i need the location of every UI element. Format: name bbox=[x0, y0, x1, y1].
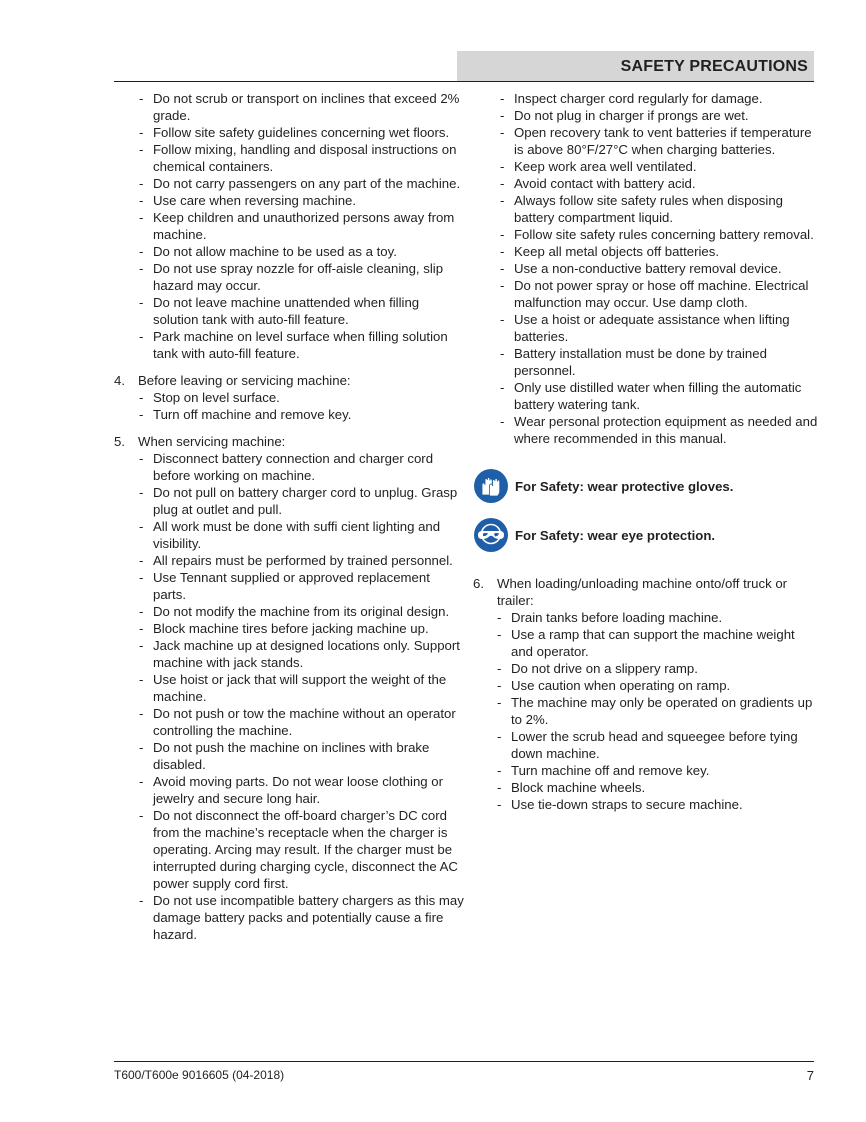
list-item: - Do not power spray or hose off machine. Electrical malfunction may occur. Use damp cloth. bbox=[500, 277, 819, 311]
list-item: - Block machine wheels. bbox=[497, 779, 819, 796]
section-heading: Before leaving or servicing machine: bbox=[138, 373, 351, 388]
section-6-list bbox=[497, 609, 819, 813]
list-item: - Do not use spray nozzle for off-aisle cleaning, slip hazard may occur. bbox=[139, 260, 464, 294]
list-item: - Keep children and unauthorized persons away from machine. bbox=[139, 209, 464, 243]
left-column bbox=[114, 90, 464, 943]
list-item: - Keep all metal objects off batteries. bbox=[500, 243, 819, 260]
list-item: - Use tie-down straps to secure machine. bbox=[497, 796, 819, 813]
list-item: - Open recovery tank to vent batteries if temperature is above 80°F/27°C when charging batteries. bbox=[500, 124, 819, 158]
list-item: - Do not allow machine to be used as a toy. bbox=[139, 243, 464, 260]
list-item: - Use hoist or jack that will support the weight of the machine. bbox=[139, 671, 464, 705]
list-item: - Do not carry passengers on any part of the machine. bbox=[139, 175, 464, 192]
list-item: - Lower the scrub head and squeegee before tying down machine. bbox=[497, 728, 819, 762]
section-4-list bbox=[139, 389, 464, 423]
footer-divider bbox=[114, 1061, 814, 1062]
right-intro-list bbox=[500, 90, 819, 447]
document-id: T600/T600e 9016605 (04-2018) bbox=[114, 1068, 285, 1082]
section-number: 5. bbox=[114, 434, 125, 449]
section-number: 6. bbox=[473, 576, 484, 591]
list-item: - Only use distilled water when filling the automatic battery watering tank. bbox=[500, 379, 819, 413]
list-item: - Block machine tires before jacking machine up. bbox=[139, 620, 464, 637]
list-item: - Follow mixing, handling and disposal instructions on chemical containers. bbox=[139, 141, 464, 175]
list-item: - Follow site safety guidelines concerning wet floors. bbox=[139, 124, 464, 141]
list-item: - Battery installation must be done by trained personnel. bbox=[500, 345, 819, 379]
list-item: - Use care when reversing machine. bbox=[139, 192, 464, 209]
list-item: - Follow site safety rules concerning battery removal. bbox=[500, 226, 819, 243]
left-intro-list bbox=[139, 90, 464, 362]
gloves-notice bbox=[473, 468, 819, 504]
list-item: - The machine may only be operated on gradients up to 2%. bbox=[497, 694, 819, 728]
list-item: - Keep work area well ventilated. bbox=[500, 158, 819, 175]
list-item: - Turn machine off and remove key. bbox=[497, 762, 819, 779]
list-item: - Avoid contact with battery acid. bbox=[500, 175, 819, 192]
section-5-list bbox=[139, 450, 464, 943]
eye-protection-notice bbox=[473, 517, 819, 553]
header-divider bbox=[114, 81, 814, 82]
list-item: - All work must be done with suffi cient lighting and visibility. bbox=[139, 518, 464, 552]
list-item: - Use caution when operating on ramp. bbox=[497, 677, 819, 694]
list-item: - Inspect charger cord regularly for damage. bbox=[500, 90, 819, 107]
list-item: - Use a ramp that can support the machine weight and operator. bbox=[497, 626, 819, 660]
list-item: - All repairs must be performed by trained personnel. bbox=[139, 552, 464, 569]
list-item: - Use Tennant supplied or approved replacement parts. bbox=[139, 569, 464, 603]
gloves-notice-text: For Safety: wear protective gloves. bbox=[515, 478, 734, 494]
list-item: - Do not scrub or transport on inclines that exceed 2% grade. bbox=[139, 90, 464, 124]
list-item: - Wear personal protection equipment as needed and where recommended in this manual. bbox=[500, 413, 819, 447]
goggles-icon bbox=[473, 517, 509, 553]
section-4 bbox=[114, 372, 464, 423]
list-item: - Turn off machine and remove key. bbox=[139, 406, 464, 423]
list-item: - Do not disconnect the off-board charger’s DC cord from the machine’s receptacle when the charger is operating. Arcing may result. If the charger must be interrupted during charging cycle, disconnect the AC power supply cord first. bbox=[139, 807, 464, 892]
list-item: - Stop on level surface. bbox=[139, 389, 464, 406]
section-heading: When servicing machine: bbox=[138, 434, 286, 449]
section-heading: When loading/unloading machine onto/off truck or trailer: bbox=[497, 576, 788, 608]
right-column bbox=[473, 90, 819, 813]
list-item: - Jack machine up at designed locations only. Support machine with jack stands. bbox=[139, 637, 464, 671]
list-item: - Drain tanks before loading machine. bbox=[497, 609, 819, 626]
list-item: - Use a hoist or adequate assistance when lifting batteries. bbox=[500, 311, 819, 345]
gloves-icon bbox=[473, 468, 509, 504]
list-item: - Do not push or tow the machine without an operator controlling the machine. bbox=[139, 705, 464, 739]
list-item: - Do not use incompatible battery chargers as this may damage battery packs and potentially cause a fire hazard. bbox=[139, 892, 464, 943]
list-item: - Do not modify the machine from its original design. bbox=[139, 603, 464, 620]
list-item: - Always follow site safety rules when disposing battery compartment liquid. bbox=[500, 192, 819, 226]
list-item: - Do not pull on battery charger cord to unplug. Grasp plug at outlet and pull. bbox=[139, 484, 464, 518]
section-number: 4. bbox=[114, 373, 125, 388]
list-item: - Use a non-conductive battery removal device. bbox=[500, 260, 819, 277]
section-5 bbox=[114, 433, 464, 943]
list-item: - Do not plug in charger if prongs are wet. bbox=[500, 107, 819, 124]
list-item: - Avoid moving parts. Do not wear loose clothing or jewelry and secure long hair. bbox=[139, 773, 464, 807]
list-item: - Do not push the machine on inclines with brake disabled. bbox=[139, 739, 464, 773]
page-title: SAFETY PRECAUTIONS bbox=[620, 58, 808, 75]
list-item: - Disconnect battery connection and charger cord before working on machine. bbox=[139, 450, 464, 484]
section-6 bbox=[473, 575, 819, 813]
list-item: - Do not leave machine unattended when filling solution tank with auto-fill feature. bbox=[139, 294, 464, 328]
page-number: 7 bbox=[806, 1068, 814, 1083]
eye-protection-notice-text: For Safety: wear eye protection. bbox=[515, 527, 716, 543]
list-item: - Do not drive on a slippery ramp. bbox=[497, 660, 819, 677]
header-bar bbox=[457, 51, 814, 81]
list-item: - Park machine on level surface when filling solution tank with auto-fill feature. bbox=[139, 328, 464, 362]
